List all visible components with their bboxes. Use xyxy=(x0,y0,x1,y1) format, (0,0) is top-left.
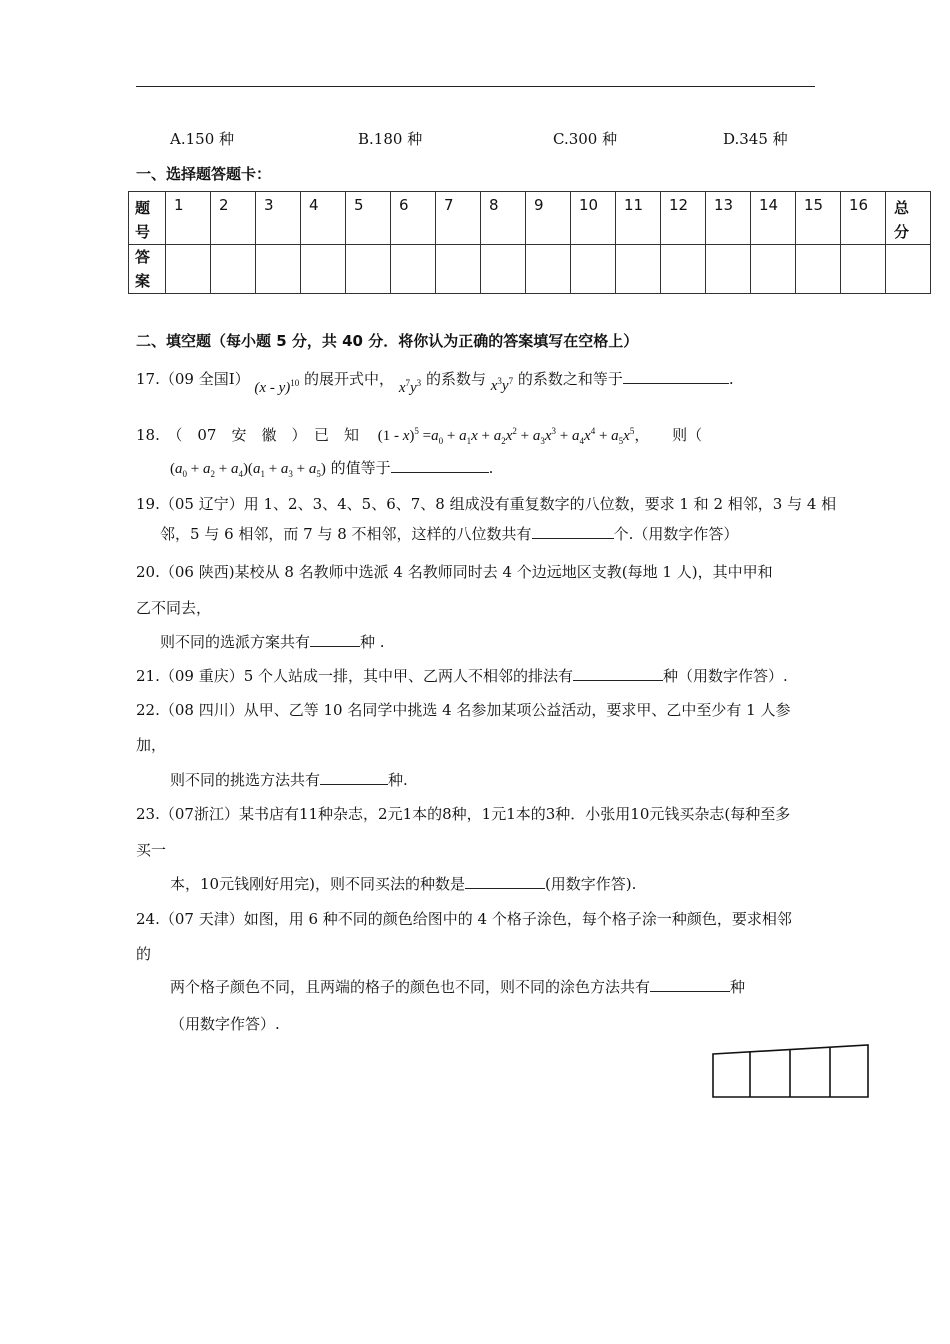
q23-line2: 买一 xyxy=(136,841,167,859)
answer-cell[interactable] xyxy=(706,245,751,294)
answer-cell[interactable] xyxy=(301,245,346,294)
q20-line2: 乙不同去， xyxy=(136,599,212,617)
q20-blank[interactable] xyxy=(310,632,360,647)
q24-line3: 两个格子颜色不同，且两端的格子的颜色也不同，则不同的涂色方法共有 种 xyxy=(170,978,746,996)
q20-line1: 20.（06 陕西)某校从 8 名教师中选派 4 名教师同时去 4 个边远地区支教(每地 1 人)，其中甲和 xyxy=(136,563,773,581)
question-number: 4 xyxy=(301,192,346,245)
answer-card-table xyxy=(128,191,931,294)
q19-line1: 19.（05 辽宁）用 1、2、3、4、5、6、7、8 组成没有重复数字的八位数，要求 1 和 2 相邻，3 与 4 相 xyxy=(136,495,837,513)
header-rule xyxy=(136,86,815,87)
q19-line2: 邻，5 与 6 相邻，而 7 与 8 不相邻，这样的八位数共有 个.（用数字作答） xyxy=(160,525,739,543)
answer-cell[interactable] xyxy=(436,245,481,294)
q21-blank[interactable] xyxy=(573,666,663,681)
q22-blank[interactable] xyxy=(320,770,388,785)
question-number: 2 xyxy=(211,192,256,245)
q21: 21.（09 重庆）5 个人站成一排，其中甲、乙两人不相邻的排法有 种（用数字作答）. xyxy=(136,667,788,685)
question-number: 1 xyxy=(166,192,211,245)
answer-cell[interactable] xyxy=(481,245,526,294)
q22-line1: 22.（08 四川）从甲、乙等 10 名同学中挑选 4 名参加某项公益活动，要求甲、乙中至少有 1 人参 xyxy=(136,701,791,719)
q23-line3: 本，10元钱刚好用完)，则不同买法的种数是 (用数字作答). xyxy=(170,875,637,893)
question-number: 5 xyxy=(346,192,391,245)
answer-cell[interactable] xyxy=(166,245,211,294)
q22-line2: 加， xyxy=(136,736,167,754)
q18-expression: $(a_0 + a_2 + a_4)(a_1 + a_3 + a_5)$ xyxy=(170,461,326,479)
section2-title: 二、填空题（每小题 5 分，共 40 分．将你认为正确的答案填写在空格上） xyxy=(136,332,639,350)
answer-cell[interactable] xyxy=(211,245,256,294)
q24-line1: 24.（07 天津）如图，用 6 种不同的颜色给图中的 4 个格子涂色，每个格子涂一种颜色，要求相邻 xyxy=(136,910,792,928)
q17-blank[interactable] xyxy=(623,369,729,384)
row-label-number: 题 号 xyxy=(129,192,166,245)
section1-title: 一、选择题答题卡： xyxy=(136,165,272,183)
question-number: 10 xyxy=(571,192,616,245)
q18: 18. （ 07 安 徽 ） 已 知 $(1 - x)^5 =a_0 + a_1x + a_2x^2 + a_3x^3 + a_4x^4 + a_5x^5$， 则（ xyxy=(136,426,703,446)
answer-cell[interactable] xyxy=(661,245,706,294)
q17-expr-term2: $x^3y^7$ xyxy=(490,376,514,394)
q24-line2: 的 xyxy=(136,945,152,963)
q17-expr-term1: $x^7y^3$ xyxy=(398,378,422,396)
answer-cell[interactable] xyxy=(751,245,796,294)
question-number: 3 xyxy=(256,192,301,245)
q17: 17.（09 全国Ⅰ） (x - y)$^{10}$ 的展开式中， $x^7y^3$ 的系数与 $x^3y^7$ 的系数之和等于 . xyxy=(136,370,734,396)
q19-blank[interactable] xyxy=(532,524,614,539)
total-score-cell[interactable] xyxy=(886,245,931,294)
q23-line1: 23.（07浙江）某书店有11种杂志，2元1本的8种，1元1本的3种．小张用10元钱买杂志(每种至多 xyxy=(136,805,791,823)
question-number: 7 xyxy=(436,192,481,245)
question-number: 16 xyxy=(841,192,886,245)
q18-equation: $(1 - x)^5 =a_0 + a_1x + a_2x^2 + a_3x^3 + a_4x^4 + a_5x^5$， xyxy=(377,426,650,446)
question-number: 8 xyxy=(481,192,526,245)
q22-line3: 则不同的挑选方法共有 种. xyxy=(170,771,408,789)
answer-cell[interactable] xyxy=(616,245,661,294)
row-label-answer: 答 案 xyxy=(129,245,166,294)
q24-line4: （用数字作答）. xyxy=(170,1015,280,1033)
q23-blank[interactable] xyxy=(465,874,545,889)
answer-cell[interactable] xyxy=(796,245,841,294)
total-score-label: 总 分 xyxy=(886,192,931,245)
question-number: 11 xyxy=(616,192,661,245)
option-a: A.150 种 xyxy=(170,130,234,148)
q18-blank[interactable] xyxy=(391,458,489,473)
answer-cell[interactable] xyxy=(571,245,616,294)
q20-line3: 则不同的选派方案共有 种 . xyxy=(160,633,385,651)
option-c: C.300 种 xyxy=(553,130,618,148)
option-b: B.180 种 xyxy=(358,130,423,148)
question-number: 9 xyxy=(526,192,571,245)
answer-cell[interactable] xyxy=(391,245,436,294)
four-cell-grid-figure xyxy=(712,1044,872,1100)
q18-line2: $(a_0 + a_2 + a_4)(a_1 + a_3 + a_5)$ 的值等于 . xyxy=(170,459,494,479)
question-number: 6 xyxy=(391,192,436,245)
answer-card-header-row xyxy=(129,192,931,245)
answer-cell[interactable] xyxy=(256,245,301,294)
option-d: D.345 种 xyxy=(723,130,788,148)
question-number: 15 xyxy=(796,192,841,245)
question-number: 12 xyxy=(661,192,706,245)
answer-cell[interactable] xyxy=(346,245,391,294)
answer-cell[interactable] xyxy=(526,245,571,294)
question-number: 14 xyxy=(751,192,796,245)
q17-expr-binomial: (x - y)$^{10}$ xyxy=(254,378,300,396)
q24-blank[interactable] xyxy=(650,977,730,992)
answer-cell[interactable] xyxy=(841,245,886,294)
question-number: 13 xyxy=(706,192,751,245)
answer-card-answer-row xyxy=(129,245,931,294)
